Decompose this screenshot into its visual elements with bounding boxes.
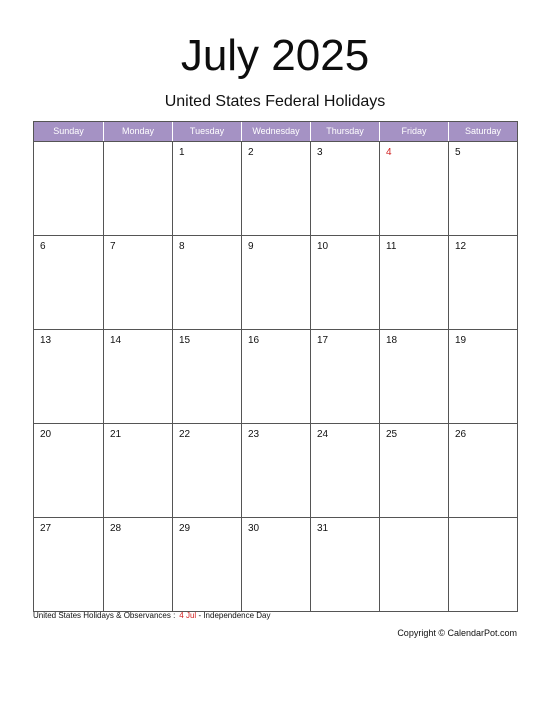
weekday-header-row	[34, 122, 517, 142]
day-cell	[448, 142, 517, 235]
day-cell	[310, 142, 379, 235]
holiday-name: - Independence Day	[198, 611, 271, 620]
copyright-text: Copyright © CalendarPot.com	[397, 628, 517, 638]
day-number: 25	[386, 429, 398, 440]
week-row	[34, 329, 517, 423]
weekday-friday: Friday	[379, 122, 448, 141]
day-number: 2	[248, 147, 254, 158]
weekday-sunday: Sunday	[53, 126, 84, 136]
holidays-label: United States Holidays & Observances :	[33, 611, 176, 620]
day-cell	[448, 236, 517, 329]
day-number: 26	[455, 429, 467, 440]
day-cell	[241, 424, 310, 517]
day-number: 12	[455, 241, 467, 252]
day-number: 29	[179, 523, 191, 534]
day-cell	[241, 518, 310, 611]
day-cell	[172, 142, 241, 235]
day-number: 16	[248, 335, 260, 346]
calendar-grid	[33, 121, 518, 612]
day-cell	[448, 518, 517, 611]
day-cell	[34, 330, 103, 423]
weekday-saturday: Saturday	[448, 122, 517, 141]
page-subtitle: United States Federal Holidays	[164, 93, 386, 110]
day-number: 10	[317, 241, 329, 252]
day-cell	[310, 236, 379, 329]
day-cell	[379, 330, 448, 423]
day-number: 7	[110, 241, 116, 252]
day-number: 15	[179, 335, 191, 346]
day-cell	[34, 142, 103, 235]
day-number: 23	[248, 429, 260, 440]
week-row	[34, 142, 517, 235]
day-cell	[310, 330, 379, 423]
day-cell	[310, 424, 379, 517]
weekday-tuesday: Tuesday	[172, 122, 241, 141]
day-number: 5	[455, 147, 461, 158]
day-cell	[241, 236, 310, 329]
day-cell	[448, 330, 517, 423]
day-number: 31	[317, 523, 329, 534]
day-number: 8	[179, 241, 185, 252]
day-cell	[172, 424, 241, 517]
day-number: 17	[317, 335, 329, 346]
day-number: 30	[248, 523, 260, 534]
day-cell	[103, 330, 172, 423]
day-number: 21	[110, 429, 122, 440]
week-row	[34, 517, 517, 611]
day-cell	[241, 330, 310, 423]
day-cell	[448, 424, 517, 517]
holidays-footnote	[33, 611, 271, 620]
day-cell	[310, 518, 379, 611]
day-cell	[103, 236, 172, 329]
day-number: 19	[455, 335, 467, 346]
day-cell	[379, 518, 448, 611]
week-row	[34, 235, 517, 329]
weekday-monday: Monday	[103, 122, 172, 141]
day-cell	[103, 518, 172, 611]
day-number: 27	[40, 523, 52, 534]
day-cell	[379, 142, 448, 235]
day-cell	[34, 518, 103, 611]
day-number: 13	[40, 335, 52, 346]
day-cell	[241, 142, 310, 235]
day-number: 11	[386, 241, 397, 252]
weekday-wednesday: Wednesday	[241, 122, 310, 141]
day-number: 3	[317, 147, 323, 158]
day-cell	[172, 236, 241, 329]
day-cell	[34, 236, 103, 329]
day-cell	[103, 142, 172, 235]
day-cell	[34, 424, 103, 517]
day-number: 24	[317, 429, 329, 440]
day-number: 6	[40, 241, 46, 252]
day-cell	[379, 236, 448, 329]
day-number: 22	[179, 429, 191, 440]
day-number: 28	[110, 523, 122, 534]
day-cell	[379, 424, 448, 517]
weekday-thursday: Thursday	[310, 122, 379, 141]
week-row	[34, 423, 517, 517]
day-number: 1	[179, 147, 185, 158]
day-number: 20	[40, 429, 52, 440]
holiday-date: 4 Jul	[179, 611, 197, 620]
page-title: July 2025	[180, 31, 370, 80]
day-number: 14	[110, 335, 122, 346]
day-number-holiday: 4	[386, 147, 392, 158]
day-cell	[103, 424, 172, 517]
day-number: 18	[386, 335, 398, 346]
day-number: 9	[248, 241, 254, 252]
day-cell	[172, 330, 241, 423]
calendar-weeks	[34, 142, 517, 611]
day-cell	[172, 518, 241, 611]
